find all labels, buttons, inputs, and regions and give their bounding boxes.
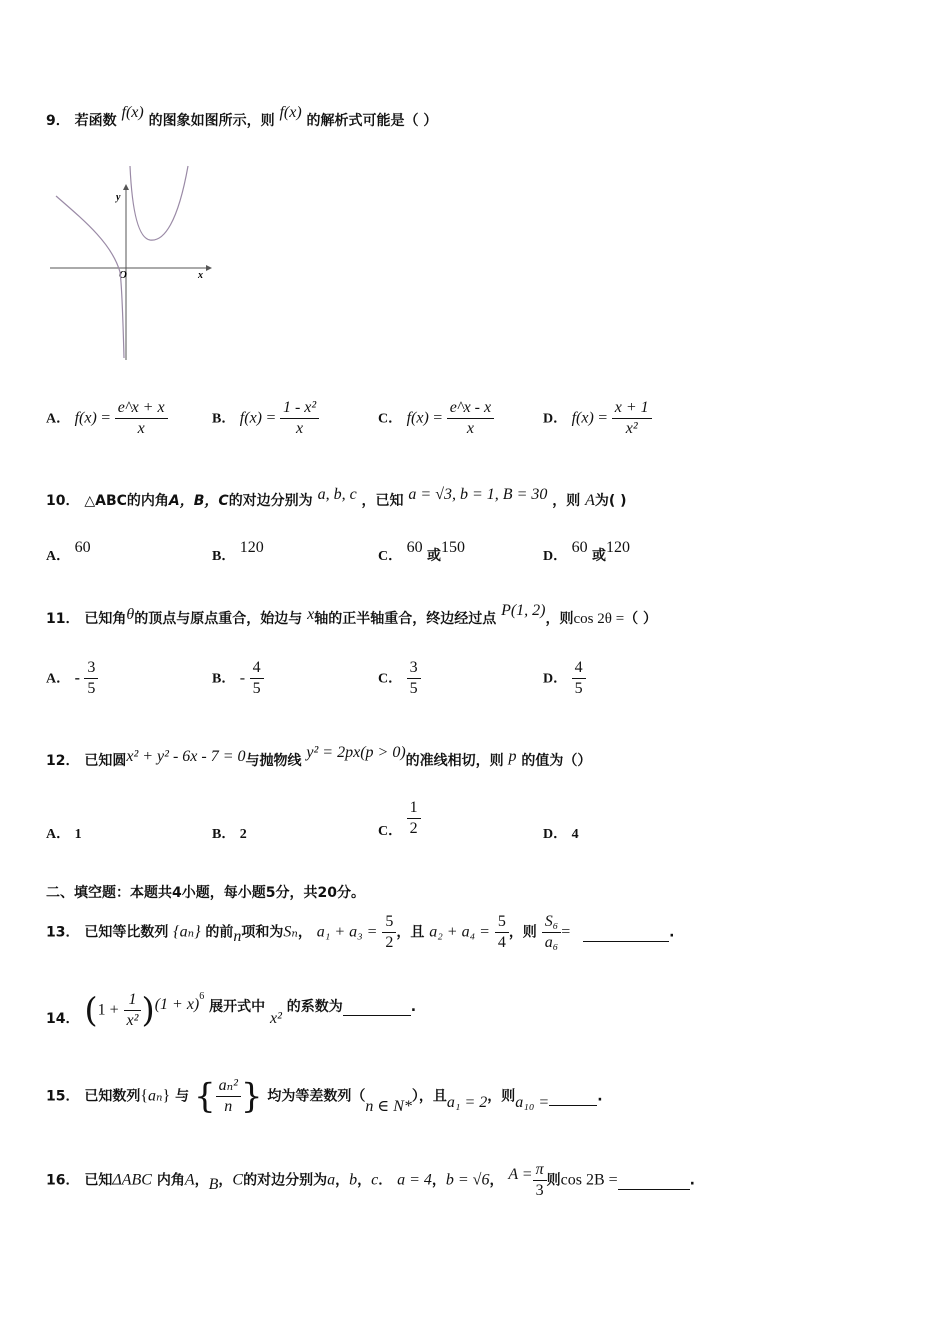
q9-text-3: 的解析式可能是（ ） bbox=[306, 113, 438, 129]
q10-option-a[interactable] bbox=[46, 539, 91, 565]
q9-number: 9． bbox=[46, 113, 70, 129]
q11-c-numerator: 3 bbox=[407, 658, 421, 679]
q14-end: . bbox=[410, 998, 417, 1015]
q11-text-1: 已知角 bbox=[84, 611, 127, 627]
q12-number: 12． bbox=[46, 753, 80, 769]
q10-option-d-value-2: 120 bbox=[606, 539, 631, 556]
q10-angles: A，B，C bbox=[168, 493, 229, 509]
q16-sep-3: ， bbox=[335, 1172, 350, 1189]
q9-b-fraction bbox=[280, 398, 319, 439]
q10-number: 10． bbox=[46, 493, 80, 509]
q9-b-denominator: x bbox=[296, 420, 304, 437]
q9-text-1: 若函数 bbox=[74, 113, 117, 129]
q11-option-a[interactable] bbox=[46, 658, 98, 699]
x-axis-label: x bbox=[198, 270, 203, 281]
q15-numerator: aₙ² bbox=[216, 1076, 241, 1097]
q14-number: 14． bbox=[46, 1010, 80, 1027]
q13-answer-blank[interactable] bbox=[583, 925, 669, 942]
q11-x: x bbox=[307, 606, 315, 623]
q9-option-d-label: D． bbox=[543, 411, 568, 427]
q14-fraction bbox=[124, 990, 142, 1031]
q16-text-5: 则 bbox=[546, 1172, 561, 1189]
q9-b-numerator: 1 - x² bbox=[280, 398, 319, 419]
q11-b-denominator: 5 bbox=[252, 680, 261, 697]
q12-parabola-equation: y² = 2px(p > 0) bbox=[306, 744, 406, 761]
q11-option-b[interactable] bbox=[212, 658, 264, 699]
q14-right-paren: ) bbox=[141, 990, 155, 1031]
q10-angle-a: A bbox=[585, 492, 595, 509]
q11-c-denominator: 5 bbox=[409, 680, 418, 697]
q16-c-side: c bbox=[371, 1171, 379, 1189]
q11-point: P(1, 2) bbox=[501, 602, 546, 619]
q13-c1-denominator: 2 bbox=[385, 934, 394, 951]
q16-pi: π bbox=[533, 1160, 547, 1181]
q13-stem bbox=[46, 912, 674, 953]
q14-one-plus: 1 + bbox=[97, 1001, 119, 1019]
q10-option-c-value-1: 60 bbox=[406, 539, 423, 556]
q11-b-numerator: 4 bbox=[250, 658, 264, 679]
q10-option-c-or: 或 bbox=[427, 548, 442, 564]
q16-answer-blank[interactable] bbox=[618, 1173, 690, 1190]
q16-b-angle: B bbox=[208, 1175, 219, 1193]
q10-option-d-label: D． bbox=[543, 549, 568, 564]
q11-option-b-fraction bbox=[250, 658, 264, 699]
q11-text-4: ，则 bbox=[545, 611, 574, 627]
q9-a-fx: f(x) bbox=[74, 409, 97, 427]
q9-option-c[interactable] bbox=[378, 398, 494, 439]
q13-sn: Sₙ bbox=[283, 923, 298, 941]
q12-circle-equation: x² + y² - 6x - 7 = 0 bbox=[126, 748, 246, 765]
q10-sides: a, b, c bbox=[317, 486, 357, 503]
q16-end: . bbox=[689, 1172, 695, 1189]
q14-denominator: x² bbox=[126, 1012, 139, 1029]
q9-d-fraction bbox=[612, 398, 652, 439]
q13-text-6: ，则 bbox=[508, 924, 537, 941]
q11-option-d-label: D． bbox=[543, 671, 568, 687]
q10-text-2: 的对边分别为 bbox=[228, 493, 313, 509]
q9-stem bbox=[46, 104, 438, 130]
q13-ratio-denominator: a₆ bbox=[544, 934, 559, 951]
q16-text-2: 内角 bbox=[156, 1172, 185, 1189]
q16-a-side: a bbox=[327, 1171, 336, 1189]
q12-option-c-fraction bbox=[407, 798, 421, 839]
q15-text-5: ，则 bbox=[487, 1088, 516, 1105]
curve-left-branch bbox=[56, 196, 124, 358]
q10-option-c-label: C． bbox=[378, 549, 403, 564]
q11-a-numerator: 3 bbox=[84, 658, 98, 679]
q10-text-3: ，已知 bbox=[361, 493, 404, 509]
q9-option-b[interactable] bbox=[212, 398, 319, 439]
q12-option-c-label: C． bbox=[378, 823, 403, 839]
q14-x-squared: x² bbox=[270, 1009, 282, 1027]
q13-condition-2-lhs: a₂ + a₄ = bbox=[429, 923, 490, 941]
q15-end: . bbox=[597, 1088, 603, 1105]
q11-text-3: 轴的正半轴重合，终边经过点 bbox=[314, 611, 497, 627]
q16-sep-5: ， bbox=[431, 1172, 446, 1189]
q10-option-a-label: A． bbox=[46, 549, 71, 564]
q11-option-a-fraction bbox=[84, 658, 98, 699]
q13-condition-2-fraction bbox=[495, 912, 509, 953]
q16-sep-2: ， bbox=[218, 1172, 233, 1189]
q9-d-numerator: x + 1 bbox=[612, 398, 652, 419]
q11-option-b-label: B． bbox=[212, 671, 236, 687]
q13-text-2: 的前 bbox=[205, 924, 234, 941]
q15-brace-open-2: { bbox=[193, 1076, 216, 1117]
q16-text-4: ． bbox=[378, 1172, 393, 1189]
y-axis-arrow bbox=[123, 184, 129, 190]
q9-a-equals: = bbox=[101, 409, 111, 427]
q12-option-b[interactable] bbox=[212, 823, 247, 843]
q12-text-1: 已知圆 bbox=[84, 753, 127, 769]
q14-numerator: 1 bbox=[124, 990, 142, 1011]
q10-option-b[interactable] bbox=[212, 539, 264, 565]
q12-c-denominator: 2 bbox=[409, 820, 418, 837]
q9-c-numerator: e^x - x bbox=[447, 398, 494, 419]
q15-stem bbox=[46, 1076, 603, 1117]
q16-sep-1: ， bbox=[194, 1172, 209, 1189]
q10-option-a-value: 60 bbox=[74, 539, 91, 556]
q13-condition-1-lhs: a₁ + a₃ = bbox=[316, 923, 378, 941]
q11-option-a-sign: - bbox=[74, 669, 80, 687]
q11-d-denominator: 5 bbox=[574, 680, 583, 697]
q12-option-c[interactable] bbox=[378, 798, 421, 839]
q11-option-d[interactable] bbox=[543, 658, 586, 699]
q10-stem bbox=[46, 486, 627, 510]
q11-option-c-fraction bbox=[407, 658, 421, 699]
q10-text-4: ，则 bbox=[552, 493, 581, 509]
q16-expression: cos 2B = bbox=[560, 1171, 618, 1189]
q10-option-c-value-2: 150 bbox=[441, 539, 466, 556]
q12-stem bbox=[46, 744, 592, 770]
q10-option-d-or: 或 bbox=[592, 548, 607, 564]
q11-text-5: （ ） bbox=[624, 611, 658, 627]
q13-n: n bbox=[233, 927, 242, 945]
q12-p: p bbox=[508, 748, 517, 765]
q9-option-b-label: B． bbox=[212, 411, 236, 427]
q10-option-d-value-1: 60 bbox=[571, 539, 588, 556]
q15-text-1: 已知数列 bbox=[84, 1088, 141, 1105]
q11-option-a-label: A． bbox=[46, 671, 71, 687]
q13-text-4: ， bbox=[297, 924, 312, 941]
q10-option-c[interactable] bbox=[378, 539, 466, 565]
q9-function-graph bbox=[46, 160, 216, 365]
q13-sequence: {aₙ} bbox=[173, 923, 201, 941]
q11-option-b-sign: - bbox=[239, 669, 246, 687]
q12-option-a-value: 1 bbox=[74, 827, 82, 842]
q12-option-d-label: D． bbox=[543, 827, 568, 842]
q16-condition-2: b = √6 bbox=[445, 1171, 490, 1189]
curve-right-branch bbox=[130, 166, 188, 240]
q14-stem bbox=[46, 990, 416, 1031]
section-heading: 二、填空题：本题共4小题，每小题5分，共20分。 bbox=[46, 885, 365, 901]
q13-number: 13． bbox=[46, 924, 80, 941]
q13-text-1: 已知等比数列 bbox=[84, 924, 169, 941]
q16-three: 3 bbox=[535, 1182, 544, 1199]
q15-a1: a₁ = 2 bbox=[446, 1093, 488, 1111]
q12-option-b-label: B． bbox=[212, 827, 236, 842]
q16-a-equals: A = bbox=[508, 1165, 533, 1183]
q15-condition: n ∈ N* bbox=[365, 1097, 412, 1115]
q9-function-1: f(x) bbox=[121, 104, 144, 121]
q13-equals: = bbox=[561, 923, 571, 941]
q11-theta: θ bbox=[126, 606, 135, 623]
q11-option-c-label: C． bbox=[378, 671, 403, 687]
q9-a-numerator: e^x + x bbox=[115, 398, 168, 419]
q16-b-side: b bbox=[349, 1171, 358, 1189]
q15-a10: a₁₀ = bbox=[515, 1093, 550, 1111]
q15-brace-open-1: { bbox=[140, 1087, 149, 1105]
q9-c-equals: = bbox=[433, 409, 443, 427]
q9-a-denominator: x bbox=[137, 420, 145, 437]
q9-d-equals: = bbox=[598, 409, 608, 427]
q16-text-3: 的对边分别为 bbox=[243, 1172, 328, 1189]
q15-text-4: ），且 bbox=[411, 1088, 447, 1105]
q12-option-d-value: 4 bbox=[571, 827, 579, 842]
q13-c1-numerator: 5 bbox=[382, 912, 396, 933]
q15-number: 15． bbox=[46, 1088, 80, 1105]
q12-text-4: 的值为（） bbox=[521, 753, 592, 769]
q9-option-a-label: A． bbox=[46, 411, 71, 427]
q10-option-b-value: 120 bbox=[239, 539, 264, 556]
q16-a-angle: A bbox=[184, 1171, 195, 1189]
q11-number: 11． bbox=[46, 611, 80, 627]
q15-brace-close-2: } bbox=[240, 1076, 263, 1117]
q9-function-2: f(x) bbox=[279, 104, 302, 121]
q9-text-2: 的图象如图所示，则 bbox=[148, 113, 275, 129]
q9-a-fraction bbox=[115, 398, 168, 439]
q10-option-d[interactable] bbox=[543, 539, 631, 565]
q9-c-denominator: x bbox=[466, 420, 474, 437]
q9-c-fx: f(x) bbox=[406, 409, 429, 427]
q16-text-1: 已知 bbox=[84, 1172, 113, 1189]
q13-condition-1-fraction bbox=[382, 912, 396, 953]
q16-condition-1: a = 4 bbox=[397, 1171, 432, 1189]
q14-left-paren: ( bbox=[84, 990, 98, 1031]
q10-condition: a = √3, b = 1, B = 30 bbox=[408, 486, 548, 503]
q16-stem bbox=[46, 1160, 695, 1201]
q9-c-fraction bbox=[447, 398, 494, 439]
q16-triangle: ΔABC bbox=[112, 1171, 152, 1189]
q12-option-b-value: 2 bbox=[239, 827, 247, 842]
q14-text-2: 的系数为 bbox=[286, 998, 343, 1015]
q13-end: . bbox=[669, 924, 675, 941]
q15-denominator: n bbox=[224, 1098, 233, 1115]
q13-text-5: ，且 bbox=[396, 924, 425, 941]
q11-a-denominator: 5 bbox=[87, 680, 96, 697]
q11-option-d-fraction bbox=[572, 658, 586, 699]
q15-answer-blank[interactable] bbox=[549, 1089, 597, 1106]
q11-text-2: 的顶点与原点重合，始边与 bbox=[134, 611, 303, 627]
q13-text-3: 项和为 bbox=[241, 924, 284, 941]
q12-text-3: 的准线相切，则 bbox=[405, 753, 504, 769]
q9-d-fx: f(x) bbox=[571, 409, 594, 427]
q12-c-numerator: 1 bbox=[407, 798, 421, 819]
q10-option-b-label: B． bbox=[212, 549, 236, 564]
q14-answer-blank[interactable] bbox=[343, 999, 411, 1016]
q11-expression: cos 2θ = bbox=[573, 611, 625, 627]
q10-text-5: 为( ) bbox=[594, 493, 627, 509]
q12-option-a-label: A． bbox=[46, 827, 71, 842]
q12-option-d[interactable] bbox=[543, 823, 579, 843]
q13-c2-numerator: 5 bbox=[495, 912, 509, 933]
q13-ratio-numerator: S₆ bbox=[542, 912, 562, 933]
q9-d-denominator: x² bbox=[625, 420, 638, 437]
q16-sep-6: ， bbox=[489, 1172, 504, 1189]
q16-c-angle: C bbox=[232, 1171, 244, 1189]
y-axis-label: y bbox=[116, 192, 121, 203]
q15-text-3: 均为等差数列（ bbox=[267, 1088, 366, 1105]
q15-sequence-an: aₙ bbox=[148, 1087, 163, 1105]
q16-sep-4: ， bbox=[357, 1172, 372, 1189]
q13-c2-denominator: 4 bbox=[497, 934, 506, 951]
q11-option-c[interactable] bbox=[378, 658, 421, 699]
x-axis-arrow bbox=[206, 265, 212, 271]
q14-text-1: 展开式中 bbox=[209, 998, 266, 1015]
q9-b-equals: = bbox=[266, 409, 276, 427]
q9-option-a[interactable] bbox=[46, 398, 168, 439]
q9-b-fx: f(x) bbox=[239, 409, 262, 427]
q10-text-1: △ABC的内角 bbox=[84, 493, 169, 509]
q12-option-a[interactable] bbox=[46, 823, 82, 843]
q14-factor: (1 + x) bbox=[154, 995, 200, 1013]
q15-fraction bbox=[216, 1076, 241, 1117]
q15-brace-close-1: } bbox=[162, 1087, 171, 1105]
origin-label: O bbox=[119, 269, 127, 281]
q16-pi-fraction bbox=[533, 1160, 547, 1201]
q12-text-2: 与抛物线 bbox=[245, 753, 302, 769]
q13-ratio-fraction bbox=[542, 912, 562, 953]
q15-text-2: 与 bbox=[175, 1088, 190, 1105]
q9-option-d[interactable] bbox=[543, 398, 652, 439]
q9-option-c-label: C． bbox=[378, 411, 403, 427]
q11-stem bbox=[46, 602, 658, 628]
q11-d-numerator: 4 bbox=[572, 658, 586, 679]
q14-exponent: 6 bbox=[199, 990, 205, 1002]
q16-number: 16． bbox=[46, 1172, 80, 1189]
